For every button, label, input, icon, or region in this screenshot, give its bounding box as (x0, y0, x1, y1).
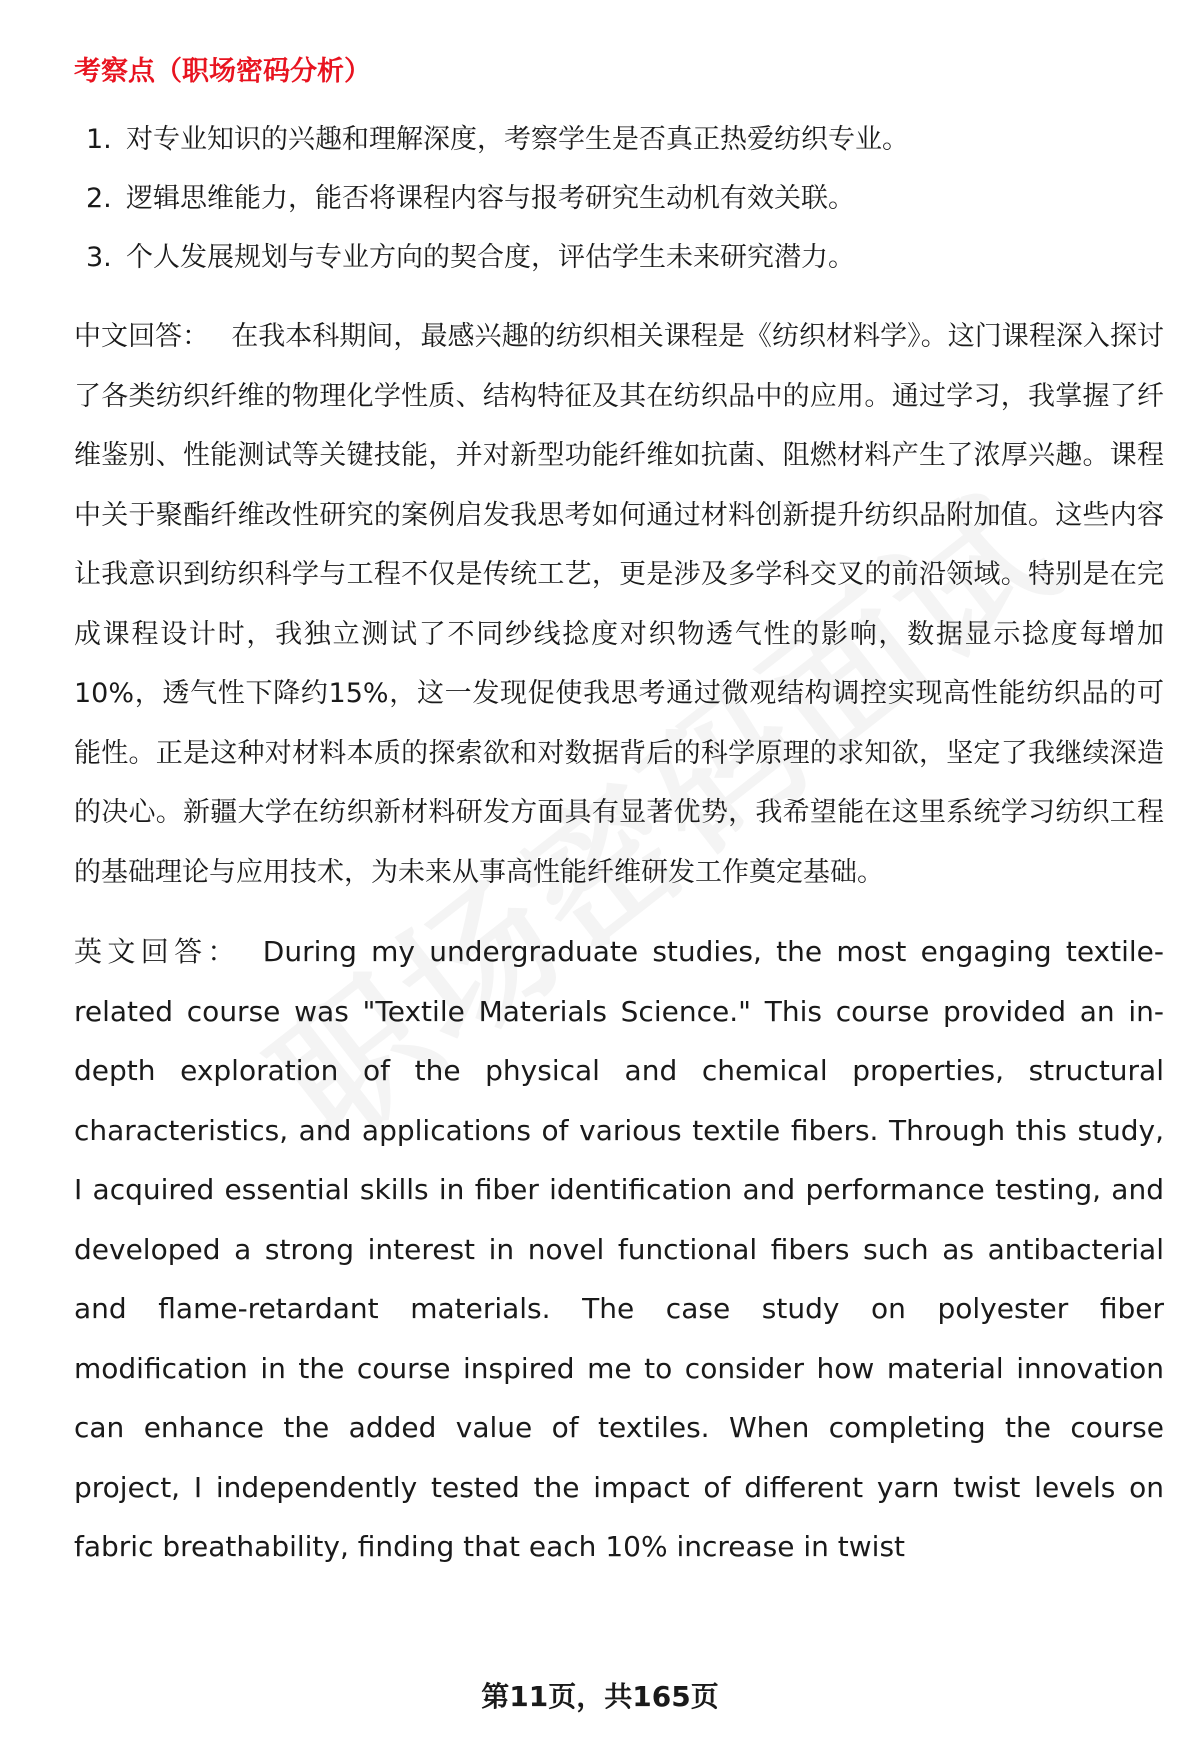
list-item (86, 228, 1164, 287)
list-item (86, 110, 1164, 169)
english-answer-label: 英文回答： (74, 935, 241, 968)
list-item-text: 逻辑思维能力，能否将课程内容与报考研究生动机有效关联。 (126, 183, 855, 214)
list-item-text: 个人发展规划与专业方向的契合度，评估学生未来研究潜力。 (126, 242, 855, 273)
page-content (74, 52, 1164, 1577)
exam-points-list (74, 110, 1164, 287)
list-item-number: 1. (86, 124, 112, 155)
list-item-number: 3. (86, 242, 112, 273)
english-answer (74, 922, 1164, 1577)
english-answer-text: During my undergraduate studies, the most engaging textile-related course was "Textile Materials Science." This course provided an in-depth exploration of the physical and chemical properties, structural characteristics, and applications of various textile fibers. Through this study, I acquired essential skills in fiber identification and performance testing, and developed a strong interest in novel functional fibers such as antibacterial and flame-retardant materials. The case study on polyester fiber modification in the course inspired me to consider how material innovation can enhance the added value of textiles. When completing the course project, I independently tested the impact of different yarn twist levels on fabric breathability, finding that each 10% increase in twist (74, 935, 1164, 1563)
list-item (86, 169, 1164, 228)
list-item-number: 2. (86, 183, 112, 214)
section-title: 考察点（职场密码分析） (74, 56, 371, 87)
page-number: 第11页，共165页 (481, 1680, 719, 1713)
list-item-text: 对专业知识的兴趣和理解深度，考察学生是否真正热爱纺织专业。 (126, 124, 909, 155)
chinese-answer (74, 307, 1164, 902)
chinese-answer-text: 在我本科期间，最感兴趣的纺织相关课程是《纺织材料学》。这门课程深入探讨了各类纺织纤维的物理化学性质、结构特征及其在纺织品中的应用。通过学习，我掌握了纤维鉴别、性能测试等关键技能，并对新型功能纤维如抗菌、阻燃材料产生了浓厚兴趣。课程中关于聚酯纤维改性研究的案例启发我思考如何通过材料创新提升纺织品附加值。这些内容让我意识到纺织科学与工程不仅是传统工艺，更是涉及多学科交叉的前沿领域。特别是在完成课程设计时，我独立测试了不同纱线捻度对织物透气性的影响，数据显示捻度每增加10%，透气性下降约15%，这一发现促使我思考通过微观结构调控实现高性能纺织品的可能性。正是这种对材料本质的探索欲和对数据背后的科学原理的求知欲，坚定了我继续深造的决心。新疆大学在纺织新材料研发方面具有显著优势，我希望能在这里系统学习纺织工程的基础理论与应用技术，为未来从事高性能纤维研发工作奠定基础。 (74, 321, 1165, 888)
chinese-answer-label: 中文回答： (74, 321, 210, 352)
